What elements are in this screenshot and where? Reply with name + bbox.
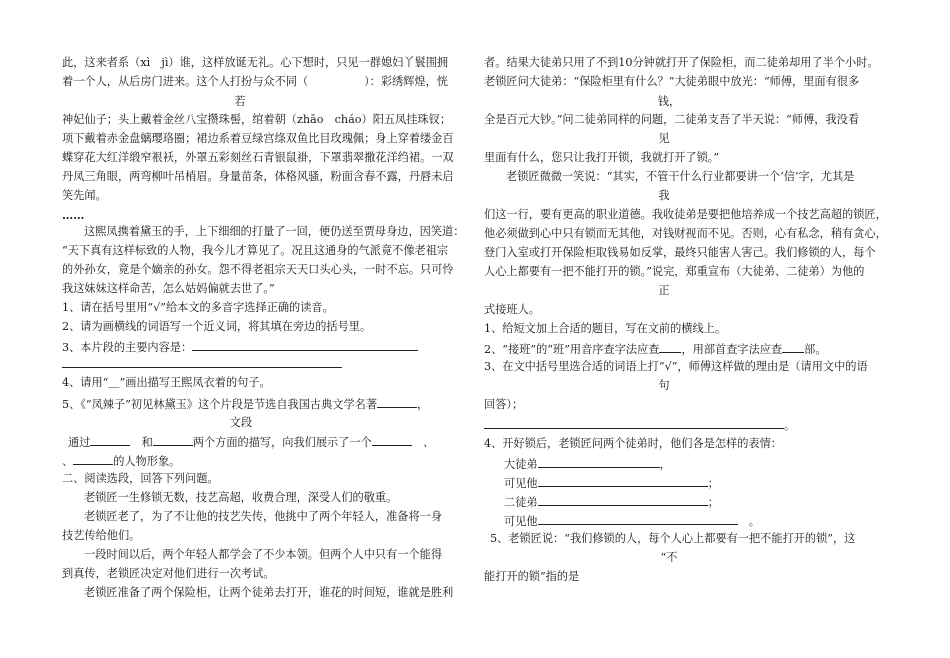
answer-blank[interactable] [782,341,804,353]
passage-line: 老锁匠微微一笑说：“其实，不管干什么行业都要讲一个‘信’字，尤其是 [506,170,855,183]
question-2: 2、请为画横线的词语写一个近义词，将其填在旁边的括号里。 [62,320,372,333]
passage-line: 笑先闻。 [62,189,107,202]
passage-line: 里面有什么，您只让我打开锁，我就打开了锁。” [484,151,720,164]
question-1: 1、请在括号里用“√”给本文的多音字选择正确的读音。 [62,301,334,314]
passage-line: 着一个人，从后房门进来。这个人打扮与众不同（ ）：彩绣辉煌，恍 [62,75,448,88]
passage-line: 正 [658,284,670,297]
passage-line: 老锁匠问大徒弟：“保险柜里有什么？”大徒弟眼中放光：“师傅，里面有很多 [484,75,860,88]
answer-blank[interactable] [538,494,708,506]
passage-line: 蝶穿花大红洋缎窄裉袄，外罩五彩刻丝石青银鼠褂，下罩翡翠撒花洋绉裙。一双 [62,151,454,164]
question-5-line: 通过 和 两个方面的描写，向我们展示了一个 、 [68,436,435,449]
passage-line: 此，这来者系（xì jì）谁，这样放诞无礼。心下想时，只见一群媳妇丫鬟围拥 [62,56,449,69]
question-2: 2、“接班”的“班”用音序查字法应查 ，用部首查字法应查 部。 [484,343,827,356]
answer-row: 大徒弟 ， [504,458,671,471]
passage-line: 老锁匠老了，为了不让他的技艺失传，他挑中了两个年轻人，准备将一身 [84,510,443,523]
passage-line: 者。结果大徒弟只用了不到10分钟就打开了保险柜，而二徒弟却用了半个小时。 [484,56,879,69]
answer-blank[interactable] [73,453,113,465]
passage-line: 老锁匠一生修锁无数，技艺高超，收费合理，深受人们的敬重。 [84,491,398,504]
passage-line: 回答）； [484,398,524,411]
question-4: 4、请用“＿”画出描写王熙凤衣着的句子。 [62,376,271,389]
answer-blank[interactable] [90,434,130,446]
answer-blank[interactable] [192,339,418,351]
passage-line: 人心上都要有一把不能打开的锁。”说完，郑重宣布（大徒弟、二徒弟）为他的 [484,265,865,278]
passage-line: 神妃仙子；头上戴着金丝八宝攒珠髻，绾着朝（zhāo cháo）阳五凤挂珠钗； [62,113,452,126]
answer-blank[interactable] [372,434,412,446]
passage-line: 这熙凤携着黛玉的手，上下细细的打量了一回，便仍送至贾母身边，因笑道： [84,225,465,238]
passage-line: “天下真有这样标致的人物，我今儿才算见了。况且这通身的气派竟不像老祖宗 [62,244,449,257]
passage-line: 我这妹妹这样命苦，怎么姑妈偏就去世了。” [62,282,275,295]
answer-row: 可见他 ； [504,477,719,490]
answer-row: 二徒弟 ； [504,496,719,509]
passage-line: 项下戴着赤金盘螭璎珞圈；裙边系着豆绿宫绦双鱼比目玫瑰佩；身上穿着缕金百 [62,132,454,145]
question-5: 5、老锁匠说：“我们修锁的人，每个人心上都要有一把不能打开的锁”，这 [490,532,856,545]
passage-line: 一段时间以后，两个年轻人都学会了不少本领。但两个人中只有一个能得 [84,548,443,561]
answer-row: 可见他 。 [504,515,760,528]
passage-line: 文段 [229,416,253,429]
question-5-line: 、 的人物形象。 [62,455,181,468]
section-heading: 二、阅读选段，回答下列问题。 [62,472,219,485]
question-5-text: 5、《“凤辣子”初见林黛玉》这个片段是节选自我国古典文学名著 [62,398,378,411]
question-4: 4、开好锁后，老锁匠问两个徒弟时，他们各是怎样的表情： [484,437,782,450]
answer-blank[interactable] [377,396,417,408]
ellipsis: …… [62,208,85,222]
answer-line[interactable] [62,356,342,372]
passage-line: 到真传，老锁匠决定对他们进行一次考试。 [62,567,275,580]
answer-line[interactable]: 。 [484,417,795,433]
answer-blank[interactable] [538,456,660,468]
question-3 [62,339,418,355]
passage-line: 全是百元大钞。”问二徒弟同样的问题，二徒弟支吾了半天说：“师傅，我没看 [484,113,860,126]
passage-line: 句 [658,379,670,392]
passage-line: 技艺传给他们。 [62,529,141,542]
question-3: 3、在文中括号里选合适的词语上打“√”，师傅这样做的理由是（请用文中的语 [484,360,868,373]
passage-line: 见 [658,132,670,145]
passage-line: 若 [234,95,246,108]
answer-blank[interactable] [153,434,193,446]
passage-line: 他必须做到心中只有锁而无其他，对钱财视而不见。否则，心有私念，稍有贪心， [484,227,887,240]
question-3-text: 3、本片段的主要内容是： [62,341,193,354]
passage-line: 登门入室或打开保险柜取钱易如反掌，最终只能害人害己。我们修锁的人，每个 [484,246,876,259]
passage-line: 的外孙女，竟是个嫡亲的孙女。怨不得老祖宗天天口头心头，一时不忘。只可怜 [62,263,454,276]
passage-line: 钱， [657,95,681,108]
question-1: 1、给短文加上合适的题目，写在文前的横线上。 [484,322,727,335]
passage-line: “不 [660,551,678,564]
answer-blank[interactable] [659,341,681,353]
passage-line: 们这一行，要有更高的职业道德。我收徒弟是要把他培养成一个技艺高超的锁匠， [484,208,887,221]
passage-line: 我 [658,189,670,202]
passage-line: 老锁匠准备了两个保险柜，让两个徒弟去打开，谁花的时间短，谁就是胜利 [84,586,454,599]
passage-line: 丹凤三角眼，两弯柳叶吊梢眉。身量苗条，体格风骚，粉面含春不露，丹唇未启 [62,170,454,183]
passage-line: 能打开的锁”指的是 [484,570,580,583]
answer-blank[interactable] [538,513,738,525]
question-5: 5、《“凤辣子”初见林黛玉》这个片段是节选自我国古典文学名著 ， [62,398,429,411]
passage-line: 式接班人。 [484,303,540,316]
answer-blank[interactable] [538,475,708,487]
